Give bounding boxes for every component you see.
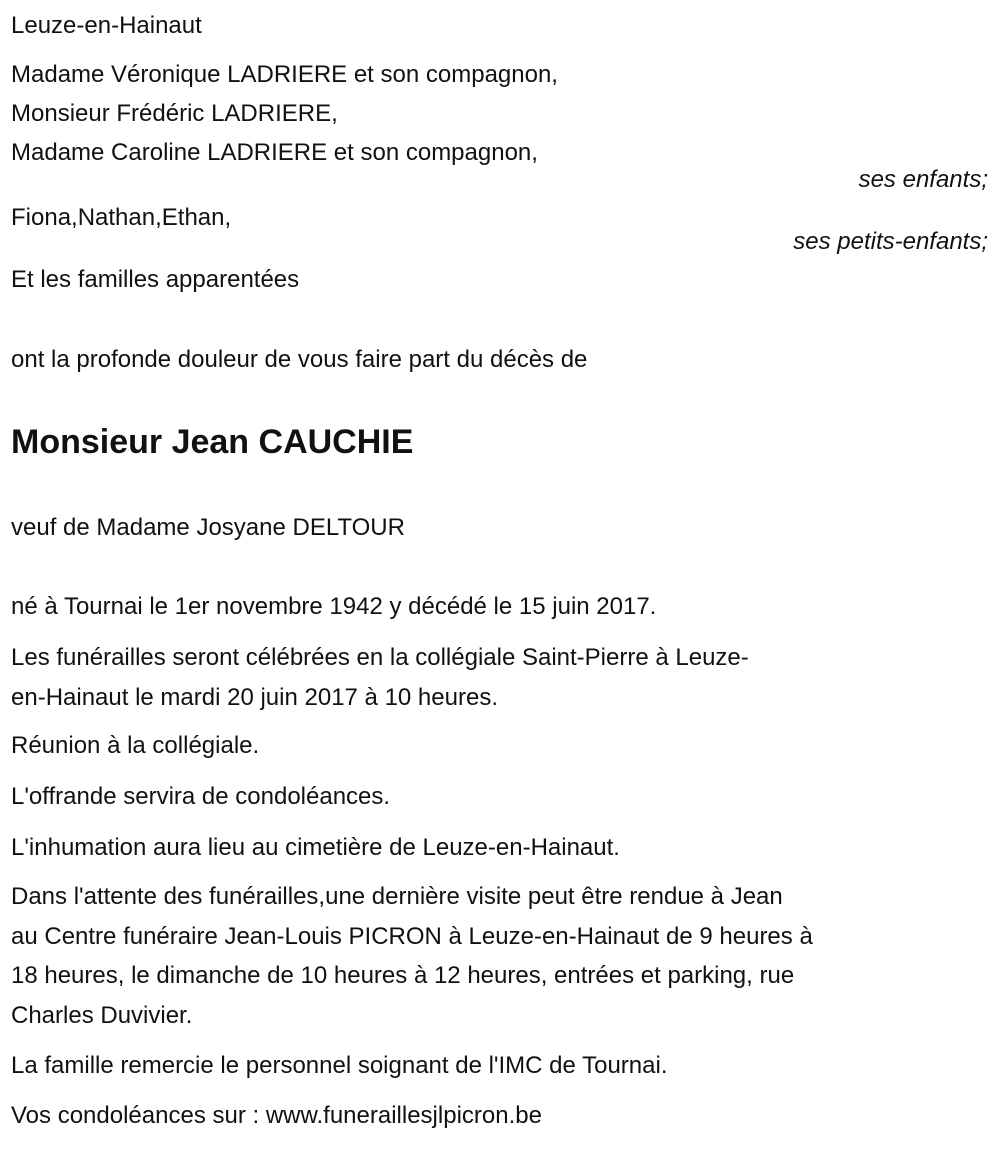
visit-line: Charles Duvivier.: [11, 1002, 193, 1029]
condolences: Vos condoléances sur : www.funeraillesjlpicron.be: [11, 1102, 542, 1129]
birth-death: né à Tournai le 1er novembre 1942 y décédé le 15 juin 2017.: [11, 593, 657, 620]
funeral-line: en-Hainaut le mardi 20 juin 2017 à 10 heures.: [11, 684, 498, 711]
deceased-name: Monsieur Jean CAUCHIE: [11, 423, 414, 461]
child-line: Madame Véronique LADRIERE et son compagnon,: [11, 61, 558, 88]
widower-of: veuf de Madame Josyane DELTOUR: [11, 514, 405, 541]
children-label: ses enfants;: [858, 166, 988, 193]
burial: L'inhumation aura lieu au cimetière de Leuze-en-Hainaut.: [11, 834, 620, 861]
grandchildren-label: ses petits-enfants;: [793, 228, 988, 255]
offering: L'offrande servira de condoléances.: [11, 783, 391, 810]
grandchildren: Fiona,Nathan,Ethan,: [11, 204, 232, 231]
meeting: Réunion à la collégiale.: [11, 732, 260, 759]
announcement: ont la profonde douleur de vous faire part du décès de: [11, 346, 588, 373]
funeral-line: Les funérailles seront célébrées en la collégiale Saint-Pierre à Leuze-: [11, 644, 749, 671]
visit-line: au Centre funéraire Jean-Louis PICRON à Leuze-en-Hainaut de 9 heures à: [11, 923, 813, 950]
visit-line: 18 heures, le dimanche de 10 heures à 12 heures, entrées et parking, rue: [11, 962, 795, 989]
child-line: Monsieur Frédéric LADRIERE,: [11, 100, 338, 127]
visit-line: Dans l'attente des funérailles,une dernière visite peut être rendue à Jean: [11, 883, 783, 910]
location: Leuze-en-Hainaut: [11, 12, 202, 39]
child-line: Madame Caroline LADRIERE et son compagnon,: [11, 139, 538, 166]
families: Et les familles apparentées: [11, 266, 300, 293]
thanks: La famille remercie le personnel soignant de l'IMC de Tournai.: [11, 1052, 668, 1079]
